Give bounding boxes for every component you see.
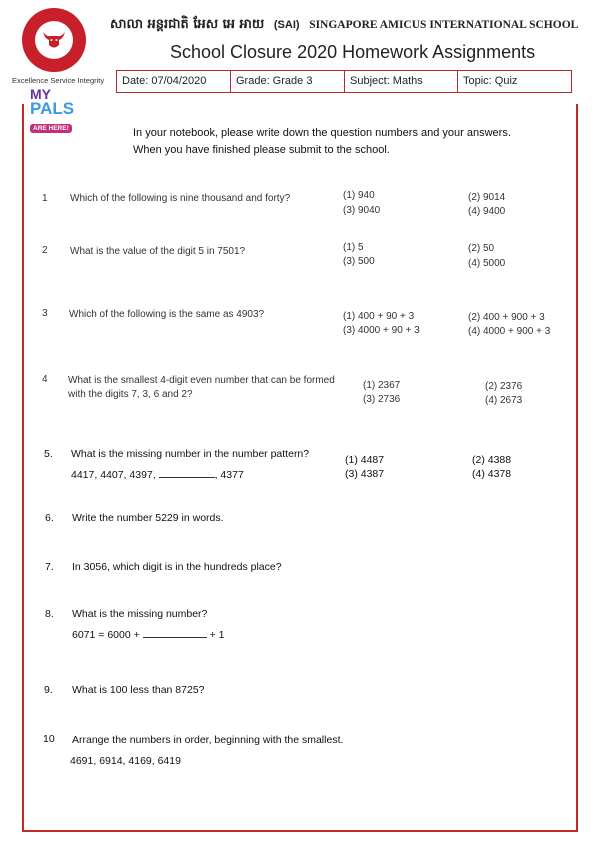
question-3-number: 3 — [42, 308, 48, 319]
instructions-line2: When you have finished please submit to the school. — [133, 144, 390, 156]
question-4-text — [68, 374, 335, 402]
question-1-option-1: (1) 940 — [343, 190, 375, 201]
mypals-line2: PALS — [30, 99, 75, 118]
mypals-logo — [30, 88, 90, 135]
question-1-option-3: (3) 9040 — [343, 205, 381, 216]
question-7-text: In 3056, which digit is in the hundreds place? — [72, 561, 282, 573]
question-2-option-1: (1) 5 — [343, 242, 364, 253]
question-3-option-3: (3) 4000 + 90 + 3 — [343, 325, 420, 336]
question-9-text: What is 100 less than 8725? — [72, 684, 205, 696]
question-10-numbers: 4691, 6914, 4169, 6419 — [70, 755, 181, 767]
answer-blank — [159, 468, 215, 478]
question-2-option-3: (3) 500 — [343, 256, 375, 267]
school-name: SINGAPORE AMICUS INTERNATIONAL SCHOOL — [309, 19, 579, 31]
question-4-text-line2: with the digits 7, 3, 6 and 2? — [68, 389, 193, 400]
instructions — [133, 125, 511, 159]
khmer-school-name: សាលា អន្តរជាតិ អែស អេ អាយ — [110, 17, 265, 32]
question-7-number: 7. — [45, 561, 54, 573]
question-4-option-1: (1) 2367 — [363, 380, 401, 391]
question-3-option-2: (2) 400 + 900 + 3 — [468, 312, 545, 323]
question-5-pattern — [71, 468, 244, 482]
question-5-text: What is the missing number in the number pattern? — [71, 448, 310, 460]
question-5-option-3: (3) 4387 — [345, 468, 385, 480]
question-5-option-2: (2) 4388 — [472, 454, 512, 466]
question-10-number: 10 — [43, 733, 55, 745]
question-2-text: What is the value of the digit 5 in 7501? — [70, 246, 246, 257]
mypals-line3: ARE HERE! — [30, 124, 72, 133]
question-4-option-3: (3) 2736 — [363, 394, 401, 405]
question-1-option-4: (4) 9400 — [468, 206, 506, 217]
question-1-text: Which of the following is nine thousand and forty? — [70, 193, 291, 204]
question-4-option-2: (2) 2376 — [485, 381, 523, 392]
school-slogan: Excellence Service Integrity — [12, 76, 105, 85]
assignment-info-table — [116, 70, 572, 93]
question-10-text: Arrange the numbers in order, beginning with the smallest. — [72, 734, 344, 746]
question-1-number: 1 — [42, 193, 48, 204]
instructions-line1: In your notebook, please write down the question numbers and your answers. — [133, 127, 511, 139]
question-5-number: 5. — [44, 448, 53, 460]
question-8-eq-end: + 1 — [206, 629, 225, 641]
question-2-option-2: (2) 50 — [468, 243, 495, 254]
grade-cell: Grade: Grade 3 — [231, 71, 345, 92]
date-cell: Date: 07/04/2020 — [117, 71, 231, 92]
question-9-number: 9. — [44, 684, 53, 696]
question-6-number: 6. — [45, 512, 54, 524]
question-8-number: 8. — [45, 608, 54, 620]
logo-emblem — [35, 21, 73, 59]
question-8-equation — [72, 628, 224, 642]
subject-cell: Subject: Maths — [345, 71, 458, 92]
question-3-text: Which of the following is the same as 4903? — [69, 309, 265, 320]
question-8-text: What is the missing number? — [72, 608, 208, 620]
page-border-right — [576, 104, 578, 831]
question-8-eq-start: 6071 = 6000 + — [72, 629, 143, 641]
page-title: School Closure 2020 Homework Assignments — [170, 42, 536, 62]
mypals-line1: MY — [30, 86, 51, 102]
question-5-option-4: (4) 4378 — [472, 468, 512, 480]
question-4-option-4: (4) 2673 — [485, 395, 523, 406]
page-border-left — [22, 104, 24, 831]
question-4-text-line1: What is the smallest 4-digit even number that can be formed — [68, 375, 335, 386]
question-6-text: Write the number 5229 in words. — [72, 512, 224, 524]
topic-cell: Topic: Quiz — [463, 75, 518, 87]
bull-head-icon — [41, 29, 67, 51]
question-2-number: 2 — [42, 245, 48, 256]
school-header — [110, 16, 578, 35]
question-1-option-2: (2) 9014 — [468, 192, 506, 203]
school-abbr: (SAI) — [273, 19, 300, 31]
question-2-option-4: (4) 5000 — [468, 258, 506, 269]
question-3-option-1: (1) 400 + 90 + 3 — [343, 311, 415, 322]
question-3-option-4: (4) 4000 + 900 + 3 — [468, 326, 551, 337]
question-5-pattern-end: , 4377 — [214, 469, 244, 481]
answer-blank — [143, 628, 207, 638]
question-5-option-1: (1) 4487 — [345, 454, 385, 466]
question-5-pattern-start: 4417, 4407, 4397, — [71, 469, 159, 481]
school-logo — [22, 8, 86, 72]
page-border-bottom — [22, 830, 578, 832]
question-4-number: 4 — [42, 374, 48, 385]
